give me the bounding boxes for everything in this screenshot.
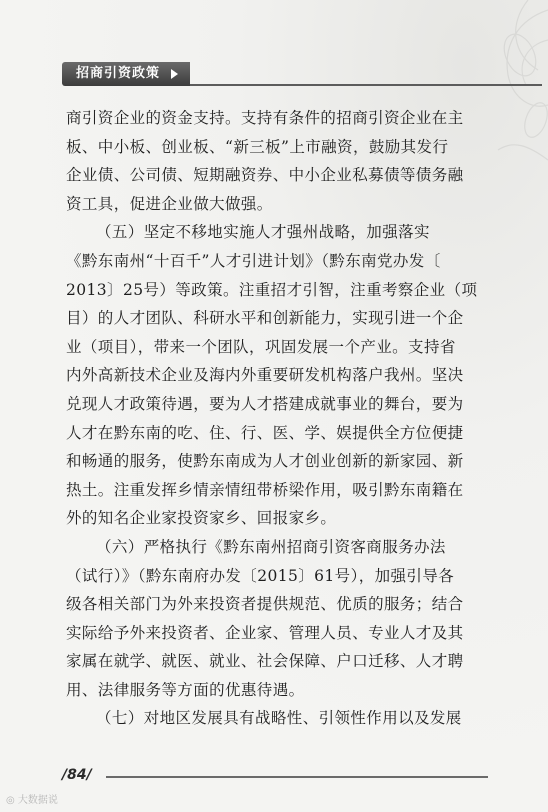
- header-divider: [190, 84, 542, 86]
- section-header: [62, 60, 498, 88]
- document-body: [66, 104, 484, 733]
- text-line: （六）严格执行《黔东南州招商引资客商服务办法: [96, 537, 446, 556]
- text-line: 人才在黔东南的吃、住、行、医、学、娱提供全方位便捷: [66, 423, 464, 442]
- text-line: （七）对地区发展具有战略性、引领性作用以及发展: [96, 709, 462, 728]
- text-line: 兑现人才政策待遇，要为人才搭建成就事业的舞台，要为: [66, 394, 464, 413]
- text-line: 外的知名企业家投资家乡、回报家乡。: [66, 509, 337, 528]
- section-tag-label: 招商引资政策: [76, 66, 161, 81]
- text-line: 板、中小板、创业板、“新三板”上市融资，鼓励其发行: [66, 137, 449, 156]
- page-footer: [62, 766, 492, 786]
- text-line: （试行）》（黔东南府办发〔2015〕61号），加强引导各: [66, 566, 455, 585]
- text-line: 目）的人才团队、科研水平和创新能力，实现引进一个企: [66, 309, 464, 328]
- text-line: 家属在就学、就医、就业、社会保障、户口迁移、人才聘: [66, 652, 464, 671]
- page-number: /84/: [62, 767, 92, 783]
- watermark-text: 大数据说: [17, 795, 58, 806]
- triangle-arrow-icon: [171, 69, 178, 79]
- text-line: 内外高新技术企业及海内外重要研发机构落户我州。坚决: [66, 366, 464, 385]
- text-line: 2013〕25号）等政策。注重招才引智，注重考察企业（项: [66, 280, 478, 299]
- watermark-logo-icon: ◎: [6, 795, 18, 806]
- footer-divider: [106, 776, 488, 778]
- text-line: 热土。注重发挥乡情亲情纽带桥梁作用，吸引黔东南籍在: [66, 480, 464, 499]
- text-line: 业（项目），带来一个团队，巩固发展一个产业。支持省: [66, 337, 456, 356]
- text-line: 企业债、公司债、短期融资券、中小企业私募债等债务融: [66, 166, 464, 185]
- text-line: 用、法律服务等方面的优惠待遇。: [66, 680, 305, 699]
- text-line: （五）坚定不移地实施人才强州战略，加强落实: [96, 223, 430, 242]
- text-line: 资工具，促进企业做大做强。: [66, 194, 273, 213]
- text-line: 和畅通的服务，使黔东南成为人才创业创新的新家园、新: [66, 452, 464, 471]
- text-line: 实际给予外来投资者、企业家、管理人员、专业人才及其: [66, 623, 464, 642]
- watermark: [6, 794, 58, 808]
- text-line: 《黔东南州“十百千”人才引进计划》（黔东南党办发〔: [66, 251, 441, 270]
- text-line: 商引资企业的资金支持。支持有条件的招商引资企业在主: [66, 109, 464, 127]
- text-line: 级各相关部门为外来投资者提供规范、优质的服务；结合: [66, 595, 464, 614]
- section-tag: [62, 62, 190, 86]
